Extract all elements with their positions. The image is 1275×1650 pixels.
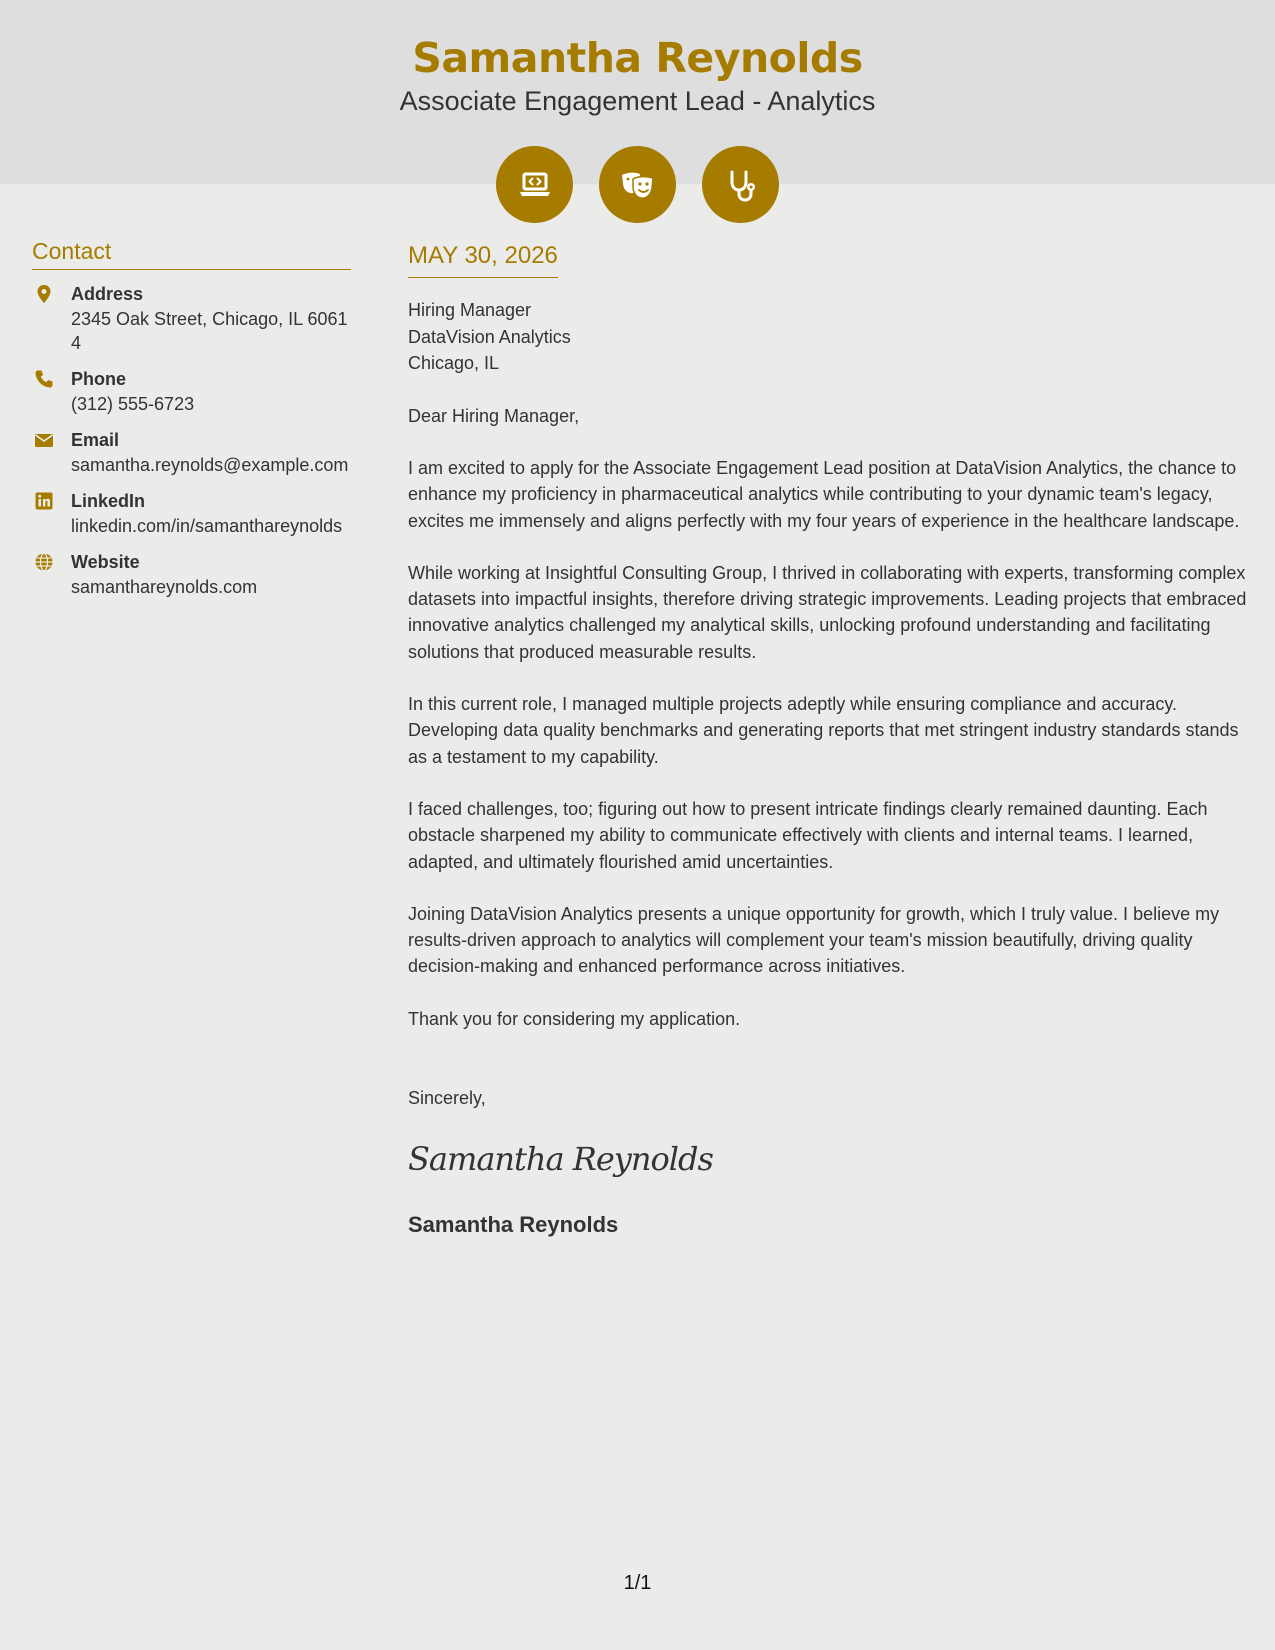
map-pin-icon (34, 284, 54, 304)
contact-value: samanthareynolds.com (71, 577, 258, 597)
contact-label: Email (71, 430, 120, 450)
contact-item-email (32, 428, 351, 477)
letter-body (408, 242, 1248, 1238)
closing: Sincerely, (408, 1088, 486, 1109)
envelope-icon (34, 430, 54, 450)
stethoscope-icon (702, 146, 779, 223)
contact-value: 2345 Oak Street, Chicago, IL 60614 (71, 309, 348, 353)
salutation: Dear Hiring Manager, (408, 405, 580, 426)
contact-item-website (32, 550, 351, 599)
contact-heading: Contact (32, 238, 351, 270)
page-number: 1/1 (623, 1572, 652, 1594)
letter-paragraph: In this current role, I managed multiple projects adeptly while ensuring compliance and accuracy. Developing data quality benchmarks and generating reports that met stringent industry standards stands as a testament to my capability. (408, 694, 1239, 767)
contact-label: LinkedIn (71, 491, 146, 511)
contact-label: Website (71, 552, 140, 572)
laptop-code-icon (496, 146, 573, 223)
letter-paragraph: Thank you for considering my application. (408, 1008, 741, 1029)
contact-label: Address (71, 284, 144, 304)
globe-icon (34, 552, 54, 572)
letter-paragraph: I faced challenges, too; figuring out how to present intricate findings clearly remained daunting. Each obstacle sharpened my ability to communicate effectively with clients and internal teams. I learned, adapted, and ultimately flourished amid uncertainties. (408, 798, 1208, 872)
theater-masks-icon (599, 146, 676, 223)
job-title: Associate Engagement Lead - Analytics (399, 86, 876, 116)
contact-value: samantha.reynolds@example.com (71, 455, 349, 475)
contact-list (32, 282, 351, 599)
phone-icon (34, 369, 54, 389)
contact-item-address (32, 282, 351, 355)
contact-value: linkedin.com/in/samanthareynolds (71, 516, 343, 536)
recipient-line: Hiring Manager (408, 300, 532, 320)
letter-paragraph: I am excited to apply for the Associate Engagement Lead position at DataVision Analytics, the chance to enhance my proficiency in pharmaceutical analytics while contributing to your dynamic team's legacy, excites me immensely and aligns perfectly with my four years of experience in the healthcare landscape. (408, 458, 1240, 531)
recipient-line: Chicago, IL (408, 353, 500, 373)
letter-date: MAY 30, 2026 (408, 242, 558, 278)
applicant-name: Samantha Reynolds (412, 34, 863, 82)
contact-sidebar (32, 238, 351, 611)
contact-item-phone (32, 367, 351, 416)
recipient-line: DataVision Analytics (408, 326, 571, 347)
handwritten-signature: Samantha Reynolds (408, 1139, 713, 1178)
contact-value: (312) 555-6723 (71, 394, 195, 414)
linkedin-icon (34, 491, 54, 511)
recipient-block (408, 297, 1248, 377)
contact-label: Phone (71, 369, 127, 389)
contact-item-linkedin (32, 489, 351, 538)
interest-icons (496, 146, 779, 223)
letter-paragraph: Joining DataVision Analytics presents a unique opportunity for growth, which I truly value. I believe my results-driven approach to analytics will complement your team's mission beautifully, driving quality decision-making and enhanced performance across initiatives. (408, 903, 1220, 977)
letter-paragraph: While working at Insightful Consulting Group, I thrived in collaborating with experts, transforming complex datasets into impactful insights, therefore driving strategic improvements. Leading projects that embraced innovative analytics challenged my analytical skills, unlocking profound understanding and facilitating solutions that produced measurable results. (408, 562, 1247, 662)
signed-name: Samantha Reynolds (408, 1211, 619, 1237)
